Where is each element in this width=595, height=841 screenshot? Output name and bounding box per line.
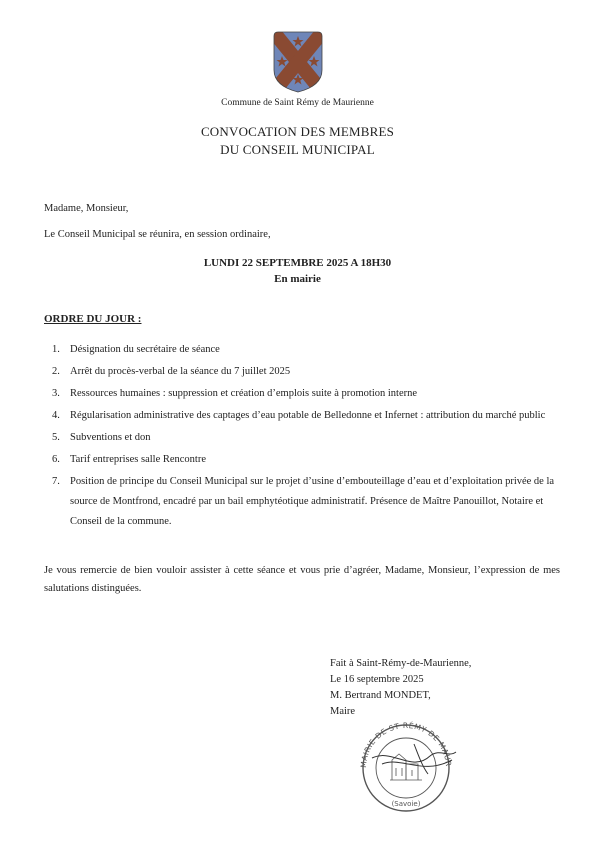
- agenda-item-number: 4.: [52, 410, 60, 421]
- commune-name: Commune de Saint Rémy de Maurienne: [221, 98, 374, 108]
- document-title-line2: DU CONSEIL MUNICIPAL: [220, 142, 375, 157]
- agenda-item-text: Arrêt du procès-verbal de la séance du 7 juillet 2025: [70, 366, 291, 377]
- agenda-item-text: Désignation du secrétaire de séance: [70, 344, 220, 355]
- agenda-item-number: 3.: [52, 388, 60, 399]
- agenda-item-number: 7.: [52, 476, 60, 487]
- agenda-item-number: 1.: [52, 344, 60, 355]
- meeting-place: En mairie: [274, 273, 321, 285]
- agenda-item-text: Ressources humaines : suppression et création d’emplois suite à promotion interne: [70, 388, 418, 399]
- signature-block: [330, 656, 471, 720]
- signature-place: Fait à Saint-Rémy-de-Maurienne,: [330, 658, 472, 669]
- agenda-item-number: 2.: [52, 366, 60, 377]
- agenda-item-text: Régularisation administrative des captages d’eau potable de Belledonne et Infernet : attribution du marché public: [70, 410, 546, 421]
- signature-name: M. Bertrand MONDET,: [330, 690, 431, 701]
- svg-text:MAIRIE DE ST RÉMY DE MAURIENNE: MAIRIE DE ST RÉMY DE MAUR: [358, 720, 454, 769]
- agenda-item: [52, 428, 562, 448]
- agenda-item: [52, 362, 562, 382]
- official-stamp: [352, 718, 460, 814]
- agenda-item-text: Tarif entreprises salle Rencontre: [70, 454, 206, 465]
- salutation: Madame, Monsieur,: [44, 203, 129, 214]
- agenda-item-number: 6.: [52, 454, 60, 465]
- agenda-item: [52, 450, 562, 470]
- agenda-item: [52, 340, 562, 360]
- coat-of-arms-logo: [271, 28, 325, 94]
- agenda-item-number: 5.: [52, 432, 60, 443]
- signature-date: Le 16 septembre 2025: [330, 674, 424, 685]
- intro-text: Le Conseil Municipal se réunira, en session ordinaire,: [44, 229, 271, 240]
- closing-paragraph: Je vous remercie de bien vouloir assister à cette séance et vous prie d’agréer, Madame, Monsieur, l’expression de mes salutations distinguées.: [44, 565, 560, 594]
- document-title-line1: CONVOCATION DES MEMBRES: [200, 124, 395, 139]
- agenda-item-text: Position de principe du Conseil Municipal sur le projet d’usine d’embouteillage d’eau et d’exploitation privée de la source de Montfrond, encadré par un bail emphytéotique administratif. Présence de Maître Panouillot, Notaire et Conseil de la commune.: [70, 476, 555, 527]
- agenda-heading: ORDRE DU JOUR :: [44, 313, 142, 325]
- agenda-item: [52, 384, 562, 404]
- agenda-item: [52, 472, 562, 532]
- agenda-list: [52, 340, 562, 534]
- meeting-date-time: LUNDI 22 SEPTEMBRE 2025 A 18H30: [203, 257, 392, 269]
- agenda-item: [52, 406, 562, 426]
- signature-role: Maire: [330, 706, 356, 717]
- svg-text:(Savoie): (Savoie): [391, 800, 421, 808]
- agenda-item-text: Subventions et don: [70, 432, 151, 443]
